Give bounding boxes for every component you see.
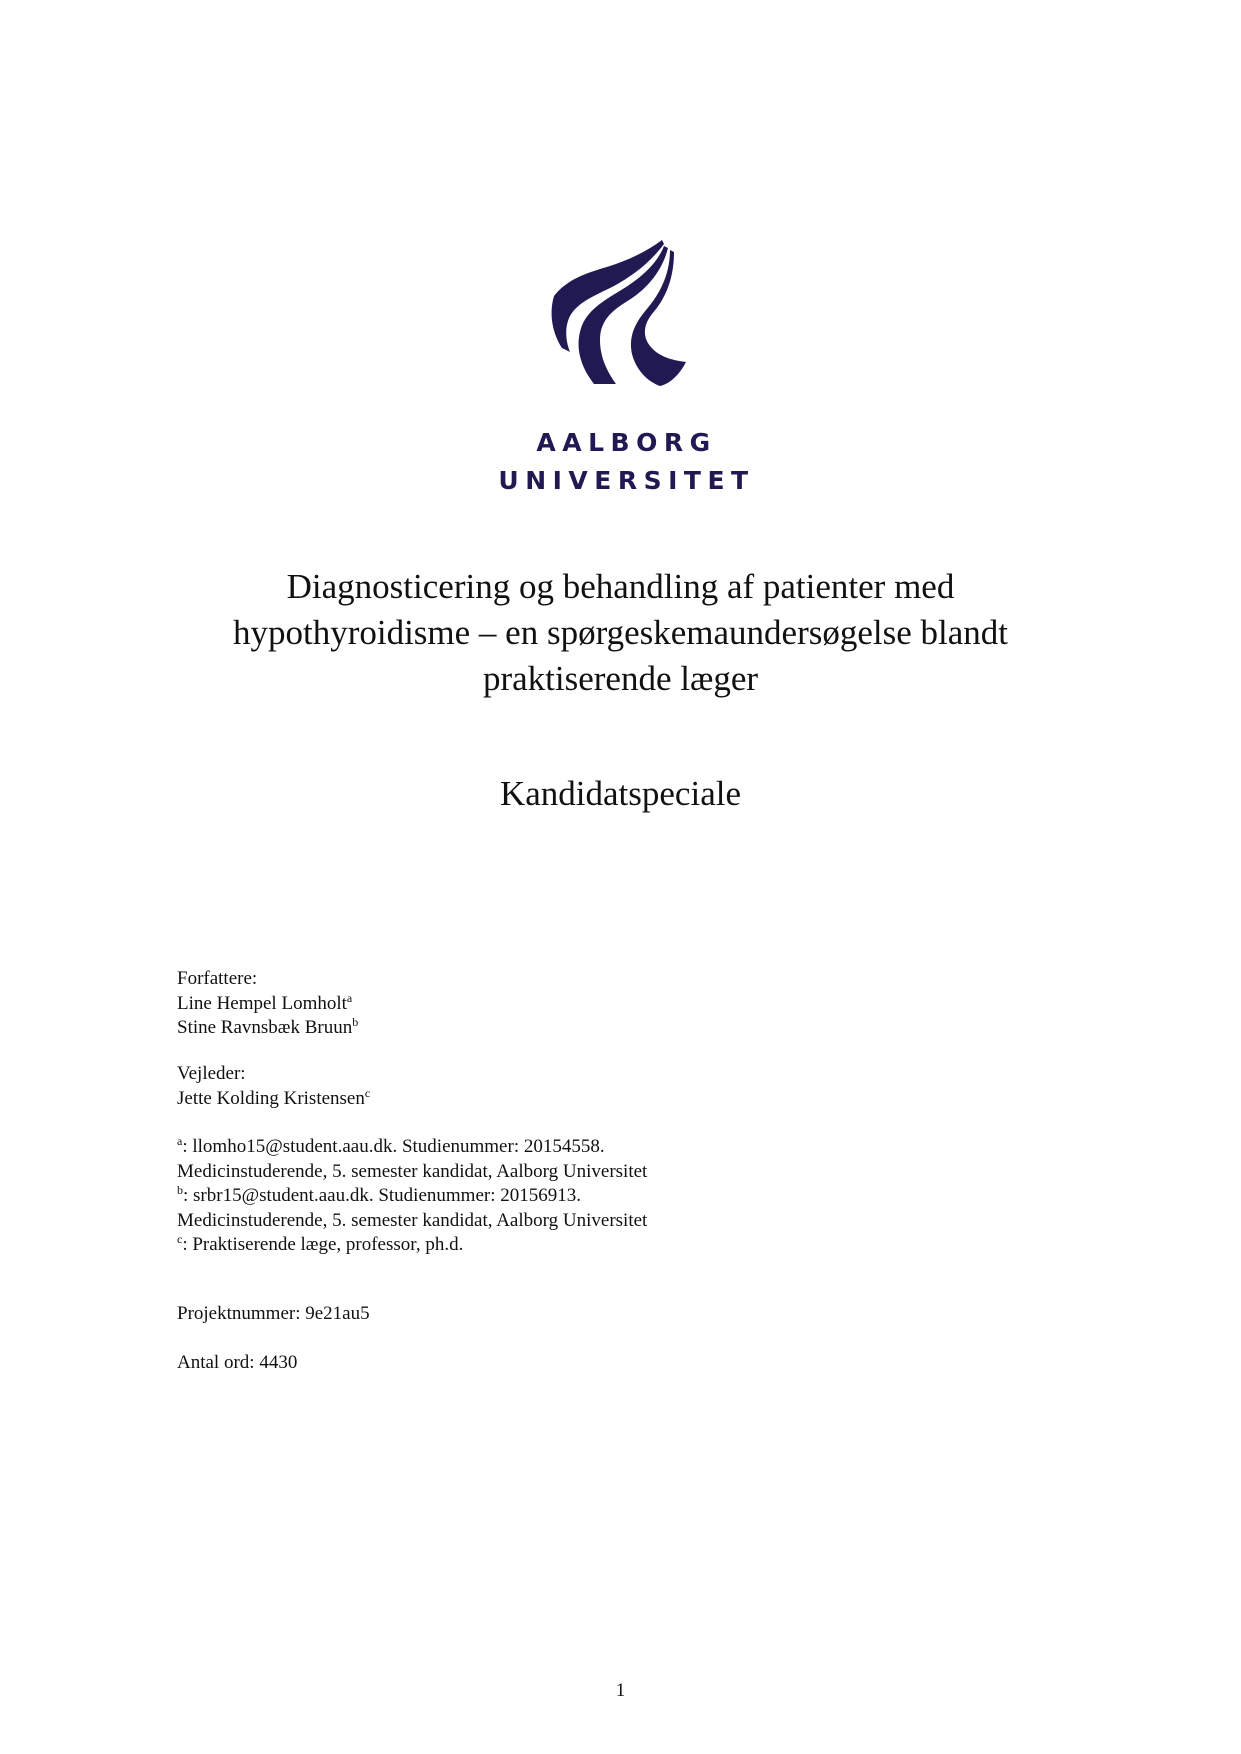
footnote-mark: a	[346, 990, 353, 1005]
footnote-mark: b	[352, 1015, 359, 1029]
footnote-mark: c	[364, 1085, 371, 1100]
aalborg-university-logo-icon	[548, 238, 692, 386]
title-line: praktiserende læger	[482, 659, 759, 698]
page-number: 1	[615, 1680, 626, 1701]
advisor-label: Vejleder:	[177, 1063, 246, 1084]
project-number: Projektnummer: 9e21au5	[177, 1303, 370, 1324]
footnote-continuation: Medicinstuderende, 5. semester kandidat, Aalborg Universitet	[177, 1209, 648, 1231]
logo-wordmark-line2: UNIVERSITET	[498, 466, 755, 495]
author-entry	[177, 992, 358, 1017]
advisor-entry	[177, 1087, 370, 1112]
footnote-text: : srbr15@student.aau.dk. Studienummer: 20156913.	[183, 1185, 581, 1206]
footnote-text: : llomho15@student.aau.dk. Studienummer: 20154558.	[182, 1136, 605, 1157]
word-count: Antal ord: 4430	[177, 1352, 298, 1373]
footnote	[177, 1233, 647, 1258]
footnote-text: : Praktiserende læge, professor, ph.d.	[182, 1234, 464, 1255]
title-line: Diagnosticering og behandling af patienter med	[286, 567, 955, 606]
authors-label: Forfattere:	[177, 968, 258, 989]
advisor-block	[177, 1062, 370, 1111]
footnote-mark: a	[177, 1134, 183, 1148]
footnote-continuation: Medicinstuderende, 5. semester kandidat, Aalborg Universitet	[177, 1160, 648, 1182]
document-type: Kandidatspeciale	[499, 774, 741, 813]
footnotes-block	[177, 1135, 647, 1258]
thesis-title	[0, 564, 1241, 702]
author-entry	[177, 1016, 358, 1041]
author-name: Line Hempel Lomholt	[177, 992, 347, 1014]
authors-block	[177, 967, 358, 1041]
footnote	[177, 1135, 647, 1160]
footnote-mark: c	[177, 1232, 183, 1246]
footnote	[177, 1184, 647, 1209]
advisor-name: Jette Kolding Kristensen	[177, 1087, 365, 1109]
footnote-mark: b	[177, 1183, 183, 1197]
author-name: Stine Ravnsbæk Bruun	[177, 1017, 353, 1038]
title-line: hypothyroidisme – en spørgeskemaundersøgelse blandt	[232, 613, 1009, 652]
logo-wordmark-line1: AALBORG	[536, 428, 717, 457]
